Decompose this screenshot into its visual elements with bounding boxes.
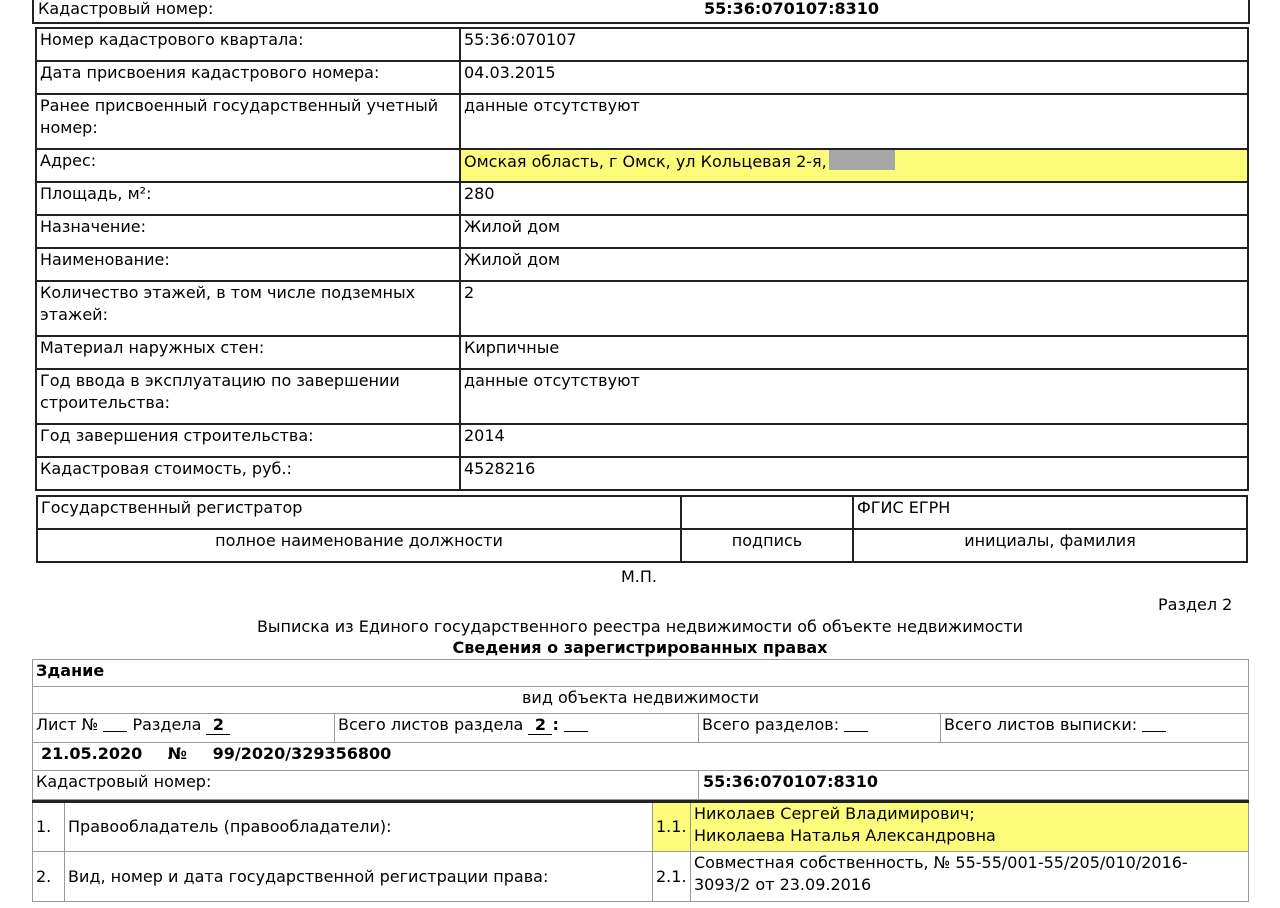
row-value: 4528216 <box>460 457 1248 490</box>
total-sections-label: Всего разделов: <box>702 715 840 734</box>
object-type: Здание <box>33 660 1249 687</box>
sheet-label: Лист № <box>36 715 99 734</box>
row-label: Адрес: <box>36 149 460 182</box>
row-value: 2014 <box>460 424 1248 457</box>
row-label: Кадастровая стоимость, руб.: <box>36 457 460 490</box>
section-of-label: Раздела <box>132 715 202 734</box>
row-value: Жилой дом <box>460 215 1248 248</box>
address-cell <box>460 149 1248 182</box>
total-sheets-section-label: Всего листов раздела <box>338 715 524 734</box>
s2-cadastral-value: 55:36:070107:8310 <box>699 771 1249 800</box>
signature-cell <box>681 496 853 529</box>
sign-caption: подпись <box>681 529 853 562</box>
rights-table <box>32 800 1249 902</box>
object-caption: вид объекта недвижимости <box>33 687 1249 714</box>
section-num: 2 <box>206 716 230 735</box>
row-label: Наименование: <box>36 248 460 281</box>
number-sign: № <box>167 744 188 763</box>
row-label: Площадь, м²: <box>36 182 460 215</box>
row-value: Жилой дом <box>460 248 1248 281</box>
extract-date: 21.05.2020 <box>41 744 143 763</box>
section-subtitle: Сведения о зарегистрированных правах <box>452 638 828 657</box>
right-label: Вид, номер и дата государственной регистрации права: <box>65 852 653 902</box>
date-number-cell <box>33 743 1249 771</box>
sheet-cell <box>33 714 335 743</box>
total-sections-cell <box>699 714 941 743</box>
total-section-sheets-cell: Всего листов раздела 2 : <box>335 714 699 743</box>
section-title: Выписка из Единого государственного реестра недвижимости об объекте недвижимости <box>256 617 1024 636</box>
row-value: 2 <box>460 281 1248 336</box>
row-label: Год завершения строительства: <box>36 424 460 457</box>
total-sheets-blank <box>1142 715 1166 732</box>
top-cadastral-label: Кадастровый номер: <box>38 0 214 18</box>
row-label: Номер кадастрового квартала: <box>36 28 460 61</box>
total-sections-blank <box>844 715 868 732</box>
section-label: Раздел 2 <box>1158 595 1233 614</box>
sheet-blank <box>103 715 127 732</box>
row-value: данные отсутствуют <box>460 94 1248 149</box>
row-label: Материал наружных стен: <box>36 336 460 369</box>
registrar-name: ФГИС ЕГРН <box>853 496 1247 529</box>
right-details <box>691 852 1249 902</box>
row-label: Год ввода в эксплуатацию по завершении строительства: <box>36 369 460 424</box>
top-cadastral-value: 55:36:070107:8310 <box>704 0 880 18</box>
row-value: 55:36:070107 <box>460 28 1248 61</box>
row-label: Дата присвоения кадастрового номера: <box>36 61 460 94</box>
row-value: 280 <box>460 182 1248 215</box>
total-sheets-section: 2 <box>528 716 552 735</box>
row-value: 04.03.2015 <box>460 61 1248 94</box>
top-cadastral-row <box>32 0 1250 24</box>
extract-number: 99/2020/329356800 <box>212 744 392 763</box>
property-info-table <box>35 27 1249 491</box>
registrar-position: Государственный регистратор <box>37 496 681 529</box>
section2-header-table <box>32 659 1249 800</box>
s2-cadastral-label: Кадастровый номер: <box>33 771 699 800</box>
stamp-label: М.П. <box>621 567 658 586</box>
right-detail-line: 3093/2 от 23.09.2016 <box>694 875 872 894</box>
signature-table <box>36 495 1248 563</box>
right-detail-line: Совместная собственность, № 55-55/001-55/205/010/2016- <box>694 853 1188 872</box>
row-value: Кирпичные <box>460 336 1248 369</box>
holder-line: Николаев Сергей Владимирович; <box>694 804 975 823</box>
address-value: Омская область, г Омск, ул Кольцевая 2-я, <box>464 152 827 171</box>
position-caption: полное наименование должности <box>37 529 681 562</box>
right-sub: 2.1. <box>653 852 691 902</box>
right-holders <box>691 802 1249 852</box>
total-sheets-label: Всего листов выписки: <box>944 715 1138 734</box>
row-label: Назначение: <box>36 215 460 248</box>
right-label: Правообладатель (правообладатели): <box>65 802 653 852</box>
right-num: 1. <box>33 802 65 852</box>
name-caption: инициалы, фамилия <box>853 529 1247 562</box>
total-sheets-section-blank <box>564 715 588 732</box>
row-value: данные отсутствуют <box>460 369 1248 424</box>
right-sub: 1.1. <box>653 802 691 852</box>
row-label: Ранее присвоенный государственный учетный номер: <box>36 94 460 149</box>
total-sheets-cell <box>941 714 1249 743</box>
right-num: 2. <box>33 852 65 902</box>
redacted-block <box>829 150 895 170</box>
holder-line: Николаева Наталья Александровна <box>694 826 996 845</box>
row-label: Количество этажей, в том числе подземных этажей: <box>36 281 460 336</box>
